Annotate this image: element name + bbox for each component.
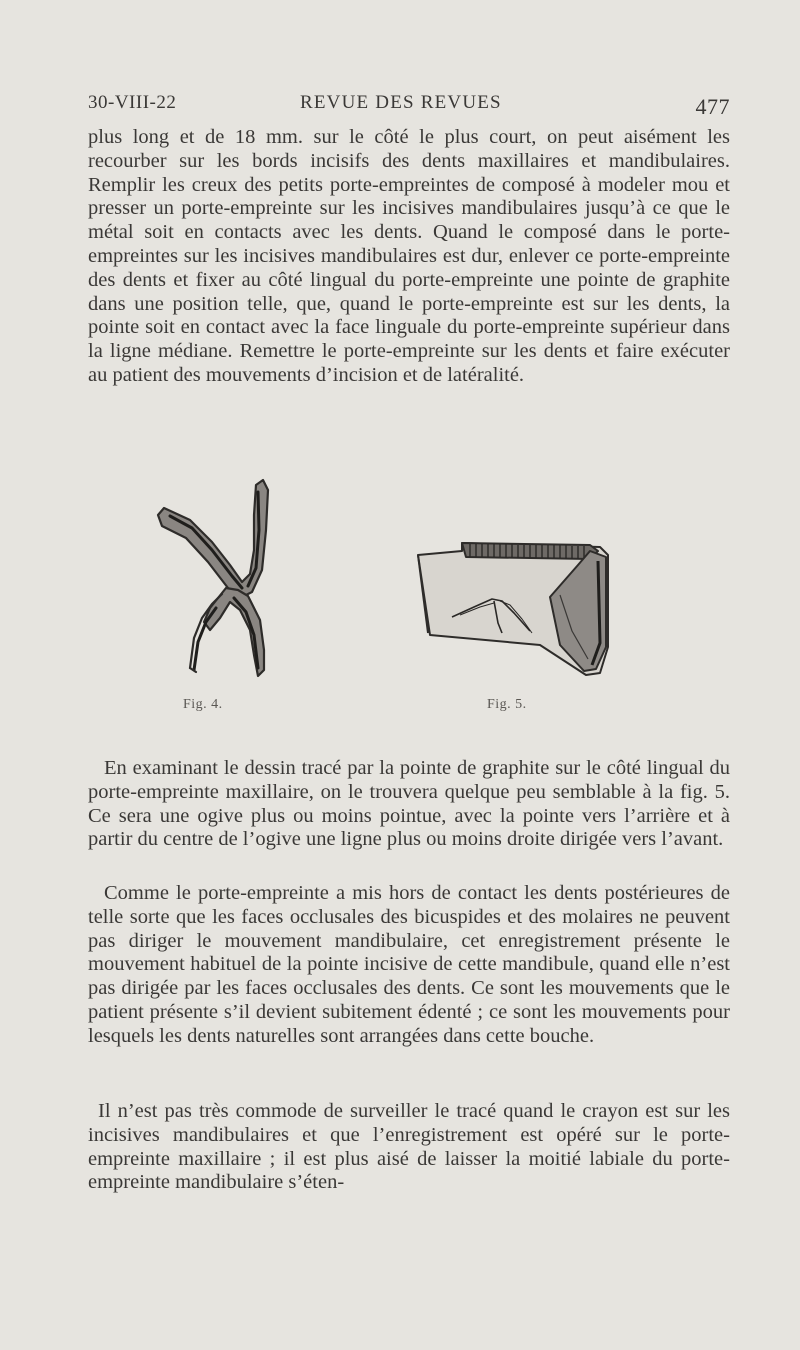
paragraph-4: Il n’est pas très commode de surveiller le tracé quand le crayon est sur les incisives mandibulaires et que l’enregistrement est opéré sur le porte-empreinte maxillaire ; il est plus aisé de laisser la moitié labiale du porte-empreinte mandibulaire s’éten- <box>88 1100 730 1194</box>
paragraph-2: En examinant le dessin tracé par la pointe de graphite sur le côté lingual du porte-empreinte maxillaire, on le trouvera quelque peu semblable à la fig. 5. Ce sera une ogive plus ou moins pointue, avec la pointe vers l’arrière et à partir du centre de l’ogive une ligne plus ou moins droite dirigée vers l’avant. <box>88 757 730 851</box>
paragraph-1: plus long et de 18 mm. sur le côté le plus court, on peut aisément les recourber sur les bords incisifs des dents maxillaires et mandibulaires. Remplir les creux des petits porte-empreintes de composé à modeler mou et presser un porte-empreinte sur les incisives mandibulaires jusqu’à ce que le métal soit en contacts avec les dents. Quand le composé dans le porte-empreintes sur les incisives mandibulaires est dur, enlever ce porte-empreinte des dents et fixer au côté lingual du porte-empreinte une pointe de graphite dans une position telle, que, quand le porte-empreinte est sur les dents, la pointe soit en contact avec la face linguale du porte-empreinte supérieur dans la ligne médiane. Remettre le porte-empreinte sur les dents et faire exécuter au patient des mouvements d’incision et de latéralité. <box>88 126 730 386</box>
paragraph-3: Comme le porte-empreinte a mis hors de contact les dents postérieures de telle sorte que les faces occlusales des bicuspides et des molaires ne peuvent pas diriger le mouvement mandibulaire, cet enregistrement présente le mouvement habituel de la pointe incisive de cette mandibule, quand elle n’est pas dirigée par les faces occlusales des dents. Ce sont les mouvements que le patient présente s’il devient subitement édenté ; ce sont les mouvements pour lesquels les dents naturelles sont arrangées dans cette bouche. <box>88 882 730 1047</box>
header-title: REVUE DES REVUES <box>300 92 502 113</box>
figure-4-illustration <box>150 470 290 685</box>
figure-4-caption: Fig. 4. <box>183 697 223 712</box>
figure-5-caption: Fig. 5. <box>487 697 527 712</box>
figure-5-illustration <box>410 535 615 680</box>
running-header <box>88 92 730 122</box>
page-number: 477 <box>695 94 730 119</box>
header-date: 30-VIII-22 <box>88 92 177 113</box>
